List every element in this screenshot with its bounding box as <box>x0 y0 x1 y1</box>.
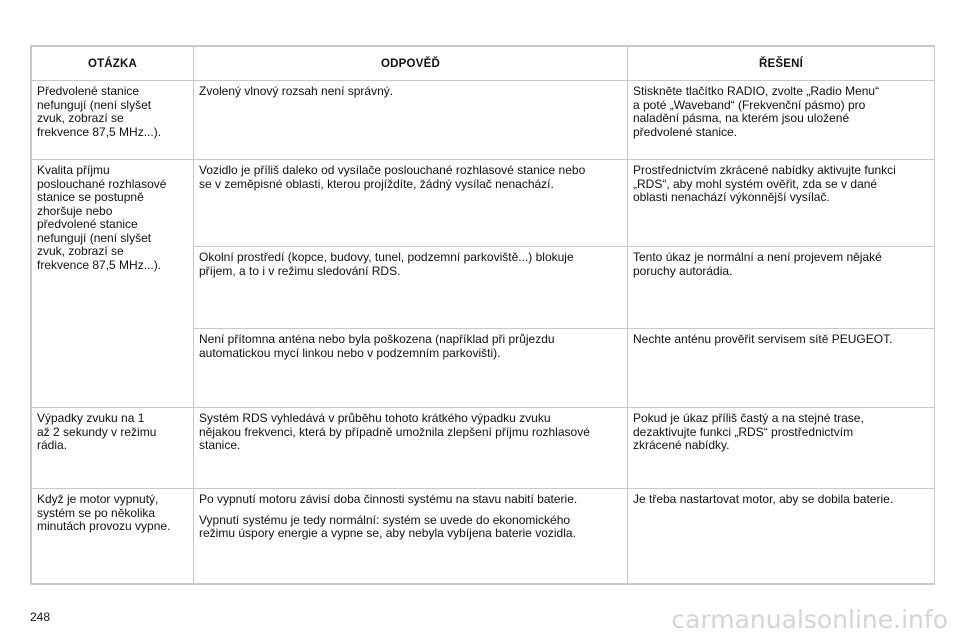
answer-text: Okolní prostředí (kopce, budovy, tunel, podzemní parkoviště...) blokuje příjem, a to i v režimu sledování RDS. <box>199 250 574 278</box>
solution-cell: Je třeba nastartovat motor, aby se dobila baterie. <box>628 489 935 584</box>
answer-cell <box>194 489 628 584</box>
answer-cell <box>194 247 628 329</box>
troubleshooting-table-frame <box>30 45 935 585</box>
answer-text: Vypnutí systému je tedy normální: systém se uvede do ekonomického režimu úspory energie a vypne se, aby nebyla vybíjena baterie vozidla. <box>199 512 576 540</box>
question-cell: Předvolené stanice nefungují (není slyšet zvuk, zobrazí se frekvence 87,5 MHz...). <box>32 81 194 160</box>
solution-cell: Stiskněte tlačítko RADIO, zvolte „Radio Menu“ a poté „Waveband“ (Frekvenční pásmo) pro naladění pásma, na kterém jsou uložené předvolené stanice. <box>628 81 935 160</box>
question-cell: Když je motor vypnutý, systém se po několika minutách provozu vypne. <box>32 489 194 584</box>
answer-cell <box>194 329 628 408</box>
answer-text: Vozidlo je příliš daleko od vysílače poslouchané rozhlasové stanice nebo se v zeměpisné oblasti, kterou projíždíte, žádný vysílač nenachází. <box>199 163 586 191</box>
answer-cell <box>194 160 628 247</box>
answer-text: Zvolený vlnový rozsah není správný. <box>199 84 394 98</box>
table-row <box>32 160 935 247</box>
header-question: OTÁZKA <box>32 47 194 81</box>
solution-cell: Tento úkaz je normální a není projevem nějaké poruchy autorádia. <box>628 247 935 329</box>
troubleshooting-table <box>31 46 935 584</box>
watermark: carmanualsonline.info <box>671 605 948 634</box>
answer-text: Systém RDS vyhledává v průběhu tohoto krátkého výpadku zvuku nějakou frekvenci, která by případně umožnila zlepšení příjmu rozhlasové stanice. <box>199 411 590 452</box>
table-row <box>32 489 935 584</box>
answer-text: Není přítomna anténa nebo byla poškozena (například při průjezdu automatickou mycí linkou nebo v podzemním parkovišti). <box>199 332 555 360</box>
header-solution: ŘEŠENÍ <box>628 47 935 81</box>
solution-cell: Pokud je úkaz příliš častý a na stejné trase, dezaktivujte funkci „RDS“ prostřednictvím zkrácené nabídky. <box>628 408 935 489</box>
question-cell: Výpadky zvuku na 1 až 2 sekundy v režimu rádia. <box>32 408 194 489</box>
answer-text: Po vypnutí motoru závisí doba činnosti systému na stavu nabití baterie. <box>199 492 578 506</box>
solution-cell: Nechte anténu prověřit servisem sítě PEUGEOT. <box>628 329 935 408</box>
question-cell: Kvalita příjmu poslouchané rozhlasové stanice se postupně zhoršuje nebo předvolené stanice nefungují (není slyšet zvuk, zobrazí se frekvence 87,5 MHz...). <box>32 160 194 408</box>
answer-cell <box>194 408 628 489</box>
table-row <box>32 408 935 489</box>
page-number: 248 <box>30 610 51 624</box>
answer-cell <box>194 81 628 160</box>
solution-cell: Prostřednictvím zkrácené nabídky aktivujte funkci „RDS“, aby mohl systém ověřit, zda se v dané oblasti nenachází výkonnější vysílač. <box>628 160 935 247</box>
table-row <box>32 81 935 160</box>
table-header-row <box>32 47 935 81</box>
header-answer: ODPOVĚĎ <box>194 47 628 81</box>
